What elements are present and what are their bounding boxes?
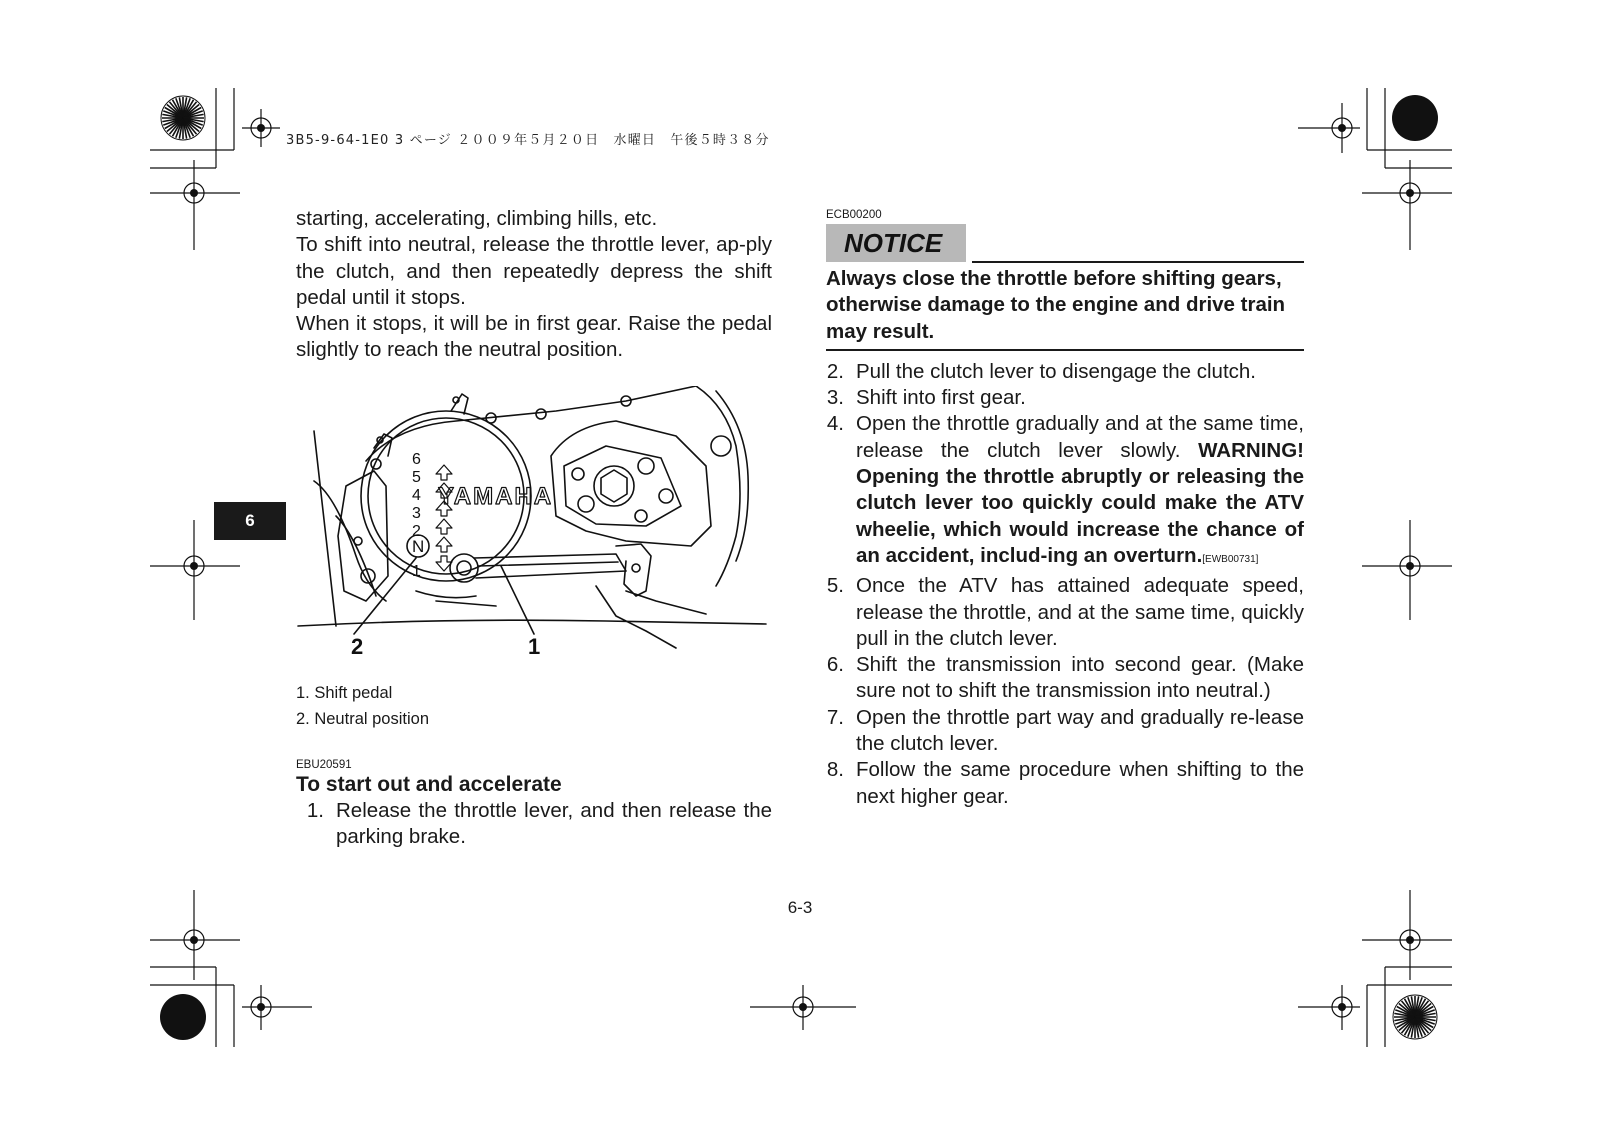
callout-2: 2	[351, 633, 364, 659]
notice-code: ECB00200	[826, 209, 882, 221]
gear-label: N	[412, 536, 425, 556]
gear-label: 6	[412, 450, 421, 468]
list-item	[812, 705, 1304, 758]
list-item	[812, 652, 1304, 705]
list-item	[812, 411, 1304, 573]
shift-pedal-illustration	[296, 386, 772, 666]
warning-text: WARNING! Opening the throttle abruptly or releasing the clutch lever too quickly could make the ATV wheelie, which would increase the chance of an accident, includ-ing an overturn.	[856, 438, 1304, 567]
divider	[972, 261, 1304, 263]
step-list	[292, 798, 772, 851]
brand-text: YAMAHA	[438, 482, 554, 510]
step-text: Shift into first gear.	[856, 386, 1026, 410]
notice-header	[826, 224, 1304, 264]
step-text: Open the throttle part way and gradually re-lease the clutch lever.	[856, 705, 1304, 756]
step-number: 7.	[826, 705, 844, 729]
left-column	[296, 206, 772, 850]
paragraph: To shift into neutral, release the throttle lever, ap-ply the clutch, and then repeatedly depress the shift pedal until it stops.	[296, 233, 772, 309]
caption-item: 1. Shift pedal	[296, 683, 393, 702]
notice-text: Always close the throttle before shifting gears, otherwise damage to the engine and drive train may result.	[826, 267, 1286, 343]
step-text: Follow the same procedure when shifting to the next higher gear.	[856, 758, 1304, 808]
step-number: 5.	[826, 574, 844, 598]
step-number: 8.	[826, 758, 844, 782]
step-list	[812, 359, 1304, 810]
section-heading: To start out and accelerate	[296, 772, 562, 796]
chapter-tab: 6	[214, 502, 286, 540]
step-number: 6.	[826, 653, 844, 677]
figure-captions	[296, 680, 772, 732]
step-number: 3.	[826, 386, 844, 410]
step-text: Pull the clutch lever to disengage the clutch.	[856, 359, 1256, 383]
paragraph: When it stops, it will be in first gear. Raise the pedal slightly to reach the neutral position.	[296, 312, 772, 362]
callout-1: 1	[528, 633, 541, 659]
gear-label: 2	[412, 522, 421, 540]
list-item	[812, 573, 1304, 652]
list-item	[812, 359, 1304, 385]
list-item	[292, 798, 772, 851]
step-text: Open the throttle gradually and at the same time, release the clutch lever slowly.	[856, 412, 1304, 462]
print-header: 3B5-9-64-1E0 3 ページ ２００９年５月２０日 水曜日 午後５時３８分	[286, 133, 770, 148]
step-text: Once the ATV has attained adequate speed, release the throttle, and at the same time, quickly pull in the clutch lever.	[856, 574, 1304, 650]
section-code: EBU20591	[296, 758, 352, 771]
gear-label: 5	[412, 468, 421, 486]
right-column	[826, 208, 1304, 810]
step-number: 4.	[826, 412, 844, 436]
step-number: 2.	[826, 359, 844, 383]
gear-label: 1	[412, 562, 421, 580]
step-number: 1.	[306, 798, 324, 822]
list-item	[812, 757, 1304, 810]
page-number: 6-3	[787, 898, 813, 917]
step-text: Release the throttle lever, and then release the parking brake.	[336, 798, 772, 849]
notice-label: NOTICE	[826, 224, 966, 262]
gear-label: 3	[412, 504, 421, 522]
divider	[826, 349, 1304, 351]
list-item	[812, 385, 1304, 411]
warning-code: [EWB00731]	[1202, 553, 1259, 565]
gear-label: 4	[412, 486, 421, 504]
paragraph: starting, accelerating, climbing hills, etc.	[296, 207, 658, 230]
step-text: Shift the transmission into second gear. (Make sure not to shift the transmission into neutral.)	[856, 653, 1304, 703]
caption-item: 2. Neutral position	[296, 709, 429, 728]
